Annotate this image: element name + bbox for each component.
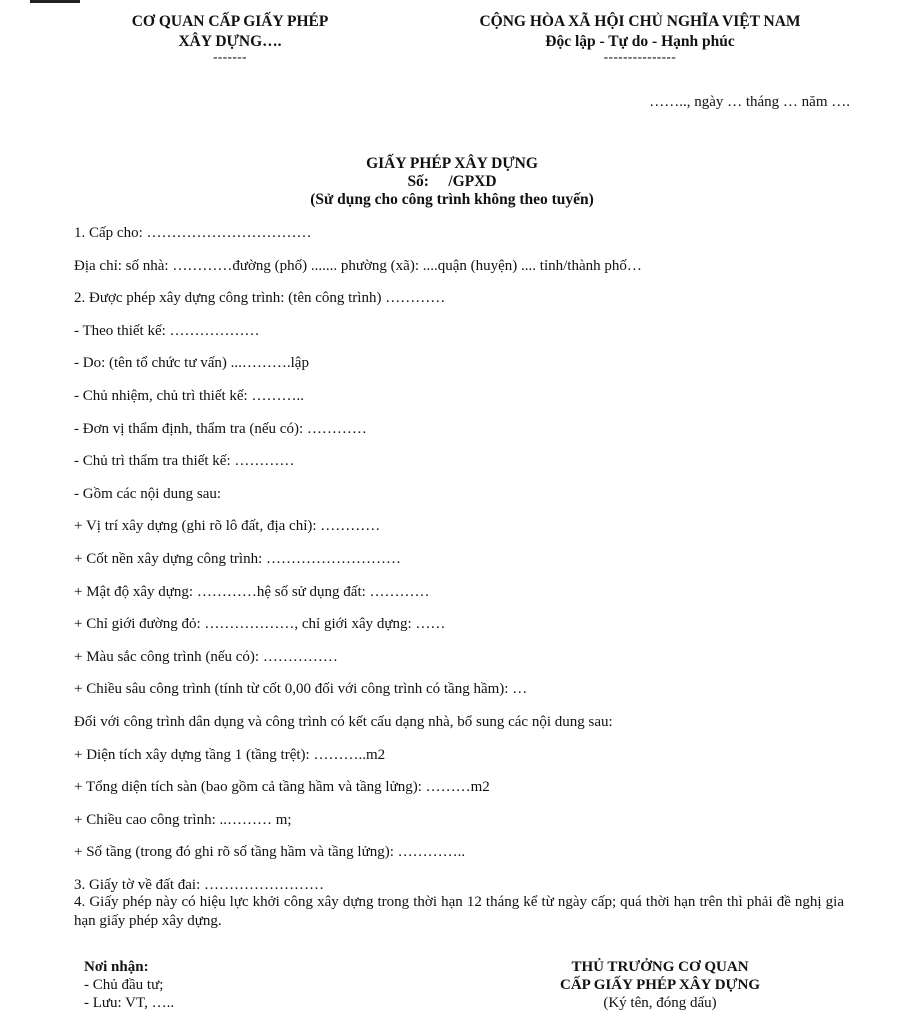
national-motto-block bbox=[450, 12, 830, 62]
agency-name-line2: XÂY DỰNG…. bbox=[178, 33, 282, 50]
field-line: + Tổng diện tích sàn (bao gồm cả tầng hầm và tầng lửng): ………m2 bbox=[74, 779, 490, 796]
field-line: + Màu sắc công trình (nếu có): …………… bbox=[74, 648, 338, 665]
validity-paragraph: 4. Giấy phép này có hiệu lực khởi công xây dựng trong thời hạn 12 tháng kể từ ngày cấp; quá thời hạn trên thì phải đề nghị gia hạn giấy phép xây dựng. bbox=[74, 894, 844, 929]
field-line: + Chiều sâu công trình (tính từ cốt 0,00 đối với công trình có tầng hầm): … bbox=[74, 681, 528, 698]
permit-number: Số: /GPXD bbox=[407, 173, 497, 190]
field-line: Địa chỉ: số nhà: …………đường (phố) ....... phường (xã): ....quận (huyện) .... tỉnh/thành phố… bbox=[74, 257, 642, 274]
top-edge-mark bbox=[30, 0, 80, 3]
field-line: - Đơn vị thẩm định, thẩm tra (nếu có): ………… bbox=[74, 420, 367, 437]
nation-motto: Độc lập - Tự do - Hạnh phúc bbox=[545, 33, 735, 50]
permit-fields bbox=[74, 223, 844, 907]
field-line: 1. Cấp cho: …………………………… bbox=[74, 225, 312, 241]
field-line: Đối với công trình dân dụng và công trình có kết cấu dạng nhà, bổ sung các nội dung sau: bbox=[74, 713, 613, 730]
signer-title-line1: THỦ TRƯỞNG CƠ QUAN bbox=[571, 959, 749, 975]
receivers-block bbox=[84, 958, 174, 1012]
document-title-block bbox=[0, 155, 904, 209]
issuing-agency-block bbox=[100, 12, 360, 62]
receiver-item: - Chủ đầu tư; bbox=[84, 977, 164, 993]
signer-title-line2: CẤP GIẤY PHÉP XÂY DỰNG bbox=[560, 977, 760, 993]
document-subtitle: (Sử dụng cho công trình không theo tuyến) bbox=[310, 191, 594, 208]
field-line: - Chủ trì thẩm tra thiết kế: ………… bbox=[74, 453, 295, 470]
signature-instruction: (Ký tên, đóng dấu) bbox=[603, 995, 717, 1011]
field-line: + Vị trí xây dựng (ghi rõ lô đất, địa chỉ): ………… bbox=[74, 518, 381, 535]
field-line: - Do: (tên tổ chức tư vấn) ...……….lập bbox=[74, 355, 309, 372]
nation-rule: --------------- bbox=[603, 49, 677, 64]
document-header bbox=[0, 12, 904, 72]
field-line: + Cốt nền xây dựng công trình: ……………………… bbox=[74, 550, 401, 567]
field-line: + Chiều cao công trình: ..……… m; bbox=[74, 811, 292, 828]
field-line: 3. Giấy tờ về đất đai: …………………… bbox=[74, 876, 324, 893]
agency-name-line1: CƠ QUAN CẤP GIẤY PHÉP bbox=[131, 13, 329, 30]
field-line: 2. Được phép xây dựng công trình: (tên công trình) ………… bbox=[74, 290, 446, 307]
date-line: …….., ngày … tháng … năm …. bbox=[649, 94, 850, 110]
field-line: - Theo thiết kế: ……………… bbox=[74, 322, 260, 339]
field-line: + Mật độ xây dựng: …………hệ số sử dụng đất: ………… bbox=[74, 583, 430, 600]
agency-rule: ------- bbox=[213, 49, 247, 64]
nation-name: CỘNG HÒA XÃ HỘI CHỦ NGHĨA VIỆT NAM bbox=[479, 13, 801, 30]
field-line: + Số tầng (trong đó ghi rõ số tầng hầm và tầng lửng): ………….. bbox=[74, 844, 466, 861]
signature-block bbox=[470, 958, 850, 1012]
field-line: - Gồm các nội dung sau: bbox=[74, 485, 222, 502]
field-line: + Diện tích xây dựng tầng 1 (tầng trệt): ………..m2 bbox=[74, 746, 386, 763]
document-title: GIẤY PHÉP XÂY DỰNG bbox=[366, 155, 538, 172]
receiver-item: - Lưu: VT, ….. bbox=[84, 995, 175, 1011]
receivers-label: Nơi nhận: bbox=[84, 959, 149, 975]
field-line: - Chủ nhiệm, chủ trì thiết kế: ……….. bbox=[74, 387, 304, 404]
field-line: + Chỉ giới đường đỏ: ………………, chỉ giới xây dựng: …… bbox=[74, 616, 446, 633]
